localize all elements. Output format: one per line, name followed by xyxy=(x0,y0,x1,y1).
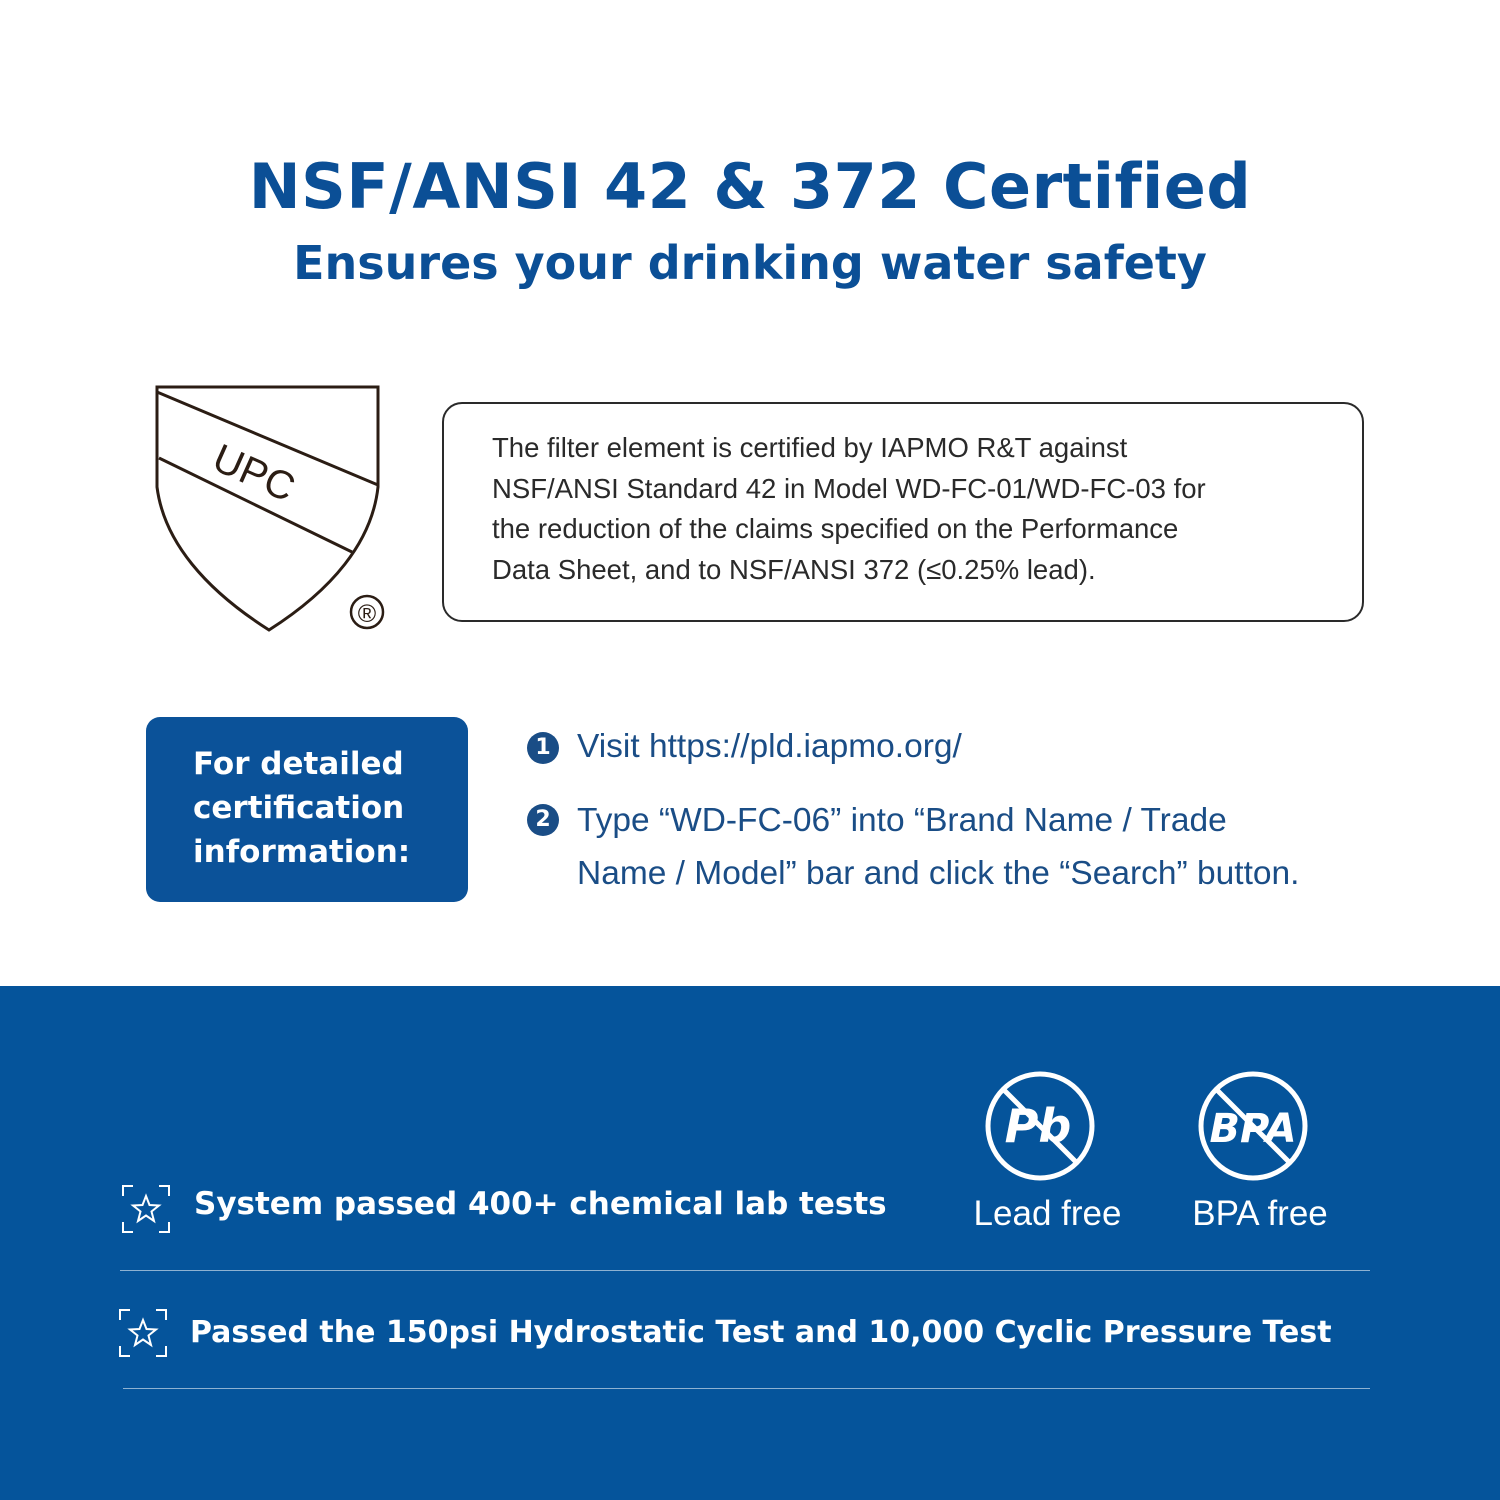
statement-line: Data Sheet, and to NSF/ANSI 372 (≤0.25% lead). xyxy=(492,553,1096,585)
no-bpa-icon xyxy=(1195,1068,1311,1184)
step-line[interactable]: Visit https://pld.iapmo.org/ xyxy=(577,728,962,765)
step-number-badge: 1 xyxy=(527,732,559,764)
star-frame-icon xyxy=(118,1308,168,1358)
no-lead-icon xyxy=(982,1068,1098,1184)
statement-line: The filter element is certified by IAPMO R&T against xyxy=(492,432,1128,463)
upc-letter-u: UPC xyxy=(206,436,302,511)
step-line: Name / Model” bar and click the “Search” button. xyxy=(577,855,1300,892)
feature-chemical-tests: System passed 400+ chemical lab tests xyxy=(194,1186,887,1222)
feature-pressure-test: Passed the 150psi Hydrostatic Test and 10,000 Cyclic Pressure Test xyxy=(190,1315,1332,1350)
detailed-info-label xyxy=(146,717,468,902)
statement-line: the reduction of the claims specified on the Performance xyxy=(492,513,1179,544)
statement-line: NSF/ANSI Standard 42 in Model WD-FC-01/WD-FC-03 for xyxy=(492,472,1206,504)
bpa-free-label: BPA free xyxy=(1192,1194,1328,1233)
divider xyxy=(123,1388,1370,1389)
lead-free-label: Lead free xyxy=(973,1194,1122,1233)
star-frame-icon xyxy=(121,1184,171,1234)
upc-shield-icon xyxy=(150,382,400,637)
info-label-line: For detailed xyxy=(193,746,404,782)
info-label-line: certification xyxy=(193,790,405,826)
divider xyxy=(120,1270,1370,1271)
page-title: NSF/ANSI 42 & 372 Certified xyxy=(248,150,1252,223)
info-label-line: information: xyxy=(193,834,411,870)
feature-band xyxy=(0,986,1500,1500)
registered-mark: ® xyxy=(357,600,377,628)
page-subtitle: Ensures your drinking water safety xyxy=(293,236,1207,290)
step-text xyxy=(577,794,1397,900)
step-text xyxy=(577,720,1397,773)
pb-symbol: Pb xyxy=(1004,1099,1072,1153)
step-number-badge: 2 xyxy=(527,804,559,836)
step-line: Type “WD-FC-06” into “Brand Name / Trade xyxy=(577,802,1227,839)
certification-statement xyxy=(442,402,1364,622)
bpa-symbol: BPA xyxy=(1209,1106,1297,1152)
